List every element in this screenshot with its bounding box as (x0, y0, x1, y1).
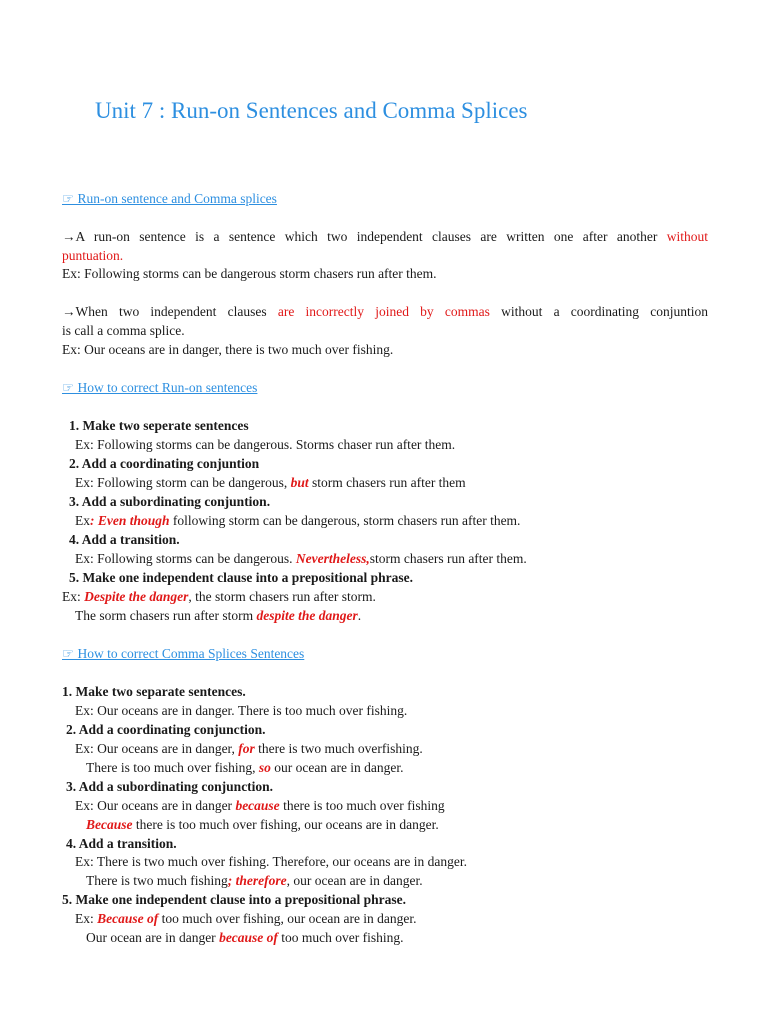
emphasis-text: are incorrectly joined by commas (277, 304, 490, 319)
example-text: There is two much fishing (86, 873, 228, 888)
example-text: storm chasers run after them. (369, 551, 527, 566)
example-text: too much over fishing. (277, 930, 404, 945)
definition-text: →When two independent clauses (62, 304, 278, 319)
method-example (86, 758, 404, 777)
definition-comma-splice-cont: is call a comma splice. (62, 323, 185, 338)
example-text: Ex: Following storms can be dangerous. (75, 551, 296, 566)
emphasis-text: because of (219, 930, 278, 945)
method-example (75, 796, 445, 815)
example-text: Ex: Our oceans are in danger, (75, 741, 239, 756)
example-text: Our ocean are in danger (86, 930, 220, 945)
example-text: Ex: Following storm can be dangerous, (75, 475, 291, 490)
emphasis-text: Nevertheless, (295, 551, 370, 566)
example-text: Ex: Our oceans are in danger (75, 798, 236, 813)
example-text: following storm can be dangerous, storm chasers run after them. (169, 513, 521, 528)
method-title: 3. Add a subordinating conjunction. (66, 779, 274, 794)
method-example (75, 511, 520, 530)
emphasis-text: despite the danger (256, 608, 358, 623)
example-text: The sorm chasers run after storm (75, 608, 257, 623)
method-example (75, 739, 423, 758)
emphasis-text: Despite the danger (84, 589, 189, 604)
method-example (86, 815, 439, 834)
method-title: 1. Make two seperate sentences (69, 418, 249, 433)
method-title: 5. Make one independent clause into a prepositional phrase. (69, 570, 414, 585)
method-title: 5. Make one independent clause into a prepositional phrase. (62, 892, 407, 907)
example-text: our ocean are in danger. (270, 760, 404, 775)
method-example: Ex: Following storms can be dangerous. Storms chaser run after them. (75, 437, 456, 452)
page-title: Unit 7 : Run-on Sentences and Comma Splices (95, 98, 528, 123)
method-title: 4. Add a transition. (69, 532, 180, 547)
example-text: storm chasers run after them (308, 475, 466, 490)
emphasis-text: without (666, 229, 708, 244)
section-heading-run-on-and-comma-splices[interactable]: ☞ Run-on sentence and Comma splices (62, 191, 277, 206)
emphasis-text: : Even though (90, 513, 170, 528)
example-text: Ex: (62, 589, 85, 604)
method-example (62, 587, 376, 606)
section-heading-correct-comma-splices[interactable]: ☞ How to correct Comma Splices Sentences (62, 646, 305, 661)
example-text: . (357, 608, 362, 623)
example-text: there is too much over fishing, our oceans are in danger. (132, 817, 439, 832)
definition-text: without a coordinating conjuntion (489, 304, 708, 319)
method-example (75, 473, 466, 492)
example-text: Ex (75, 513, 90, 528)
emphasis-text: Because of (97, 911, 159, 926)
definition-run-on (62, 227, 708, 246)
method-example (86, 928, 404, 947)
example-text: there is too much over fishing (279, 798, 445, 813)
method-example (75, 909, 417, 928)
example-text: , our ocean are in danger. (286, 873, 423, 888)
method-title: 4. Add a transition. (66, 836, 177, 851)
definition-comma-splice (62, 302, 708, 321)
definition-run-on-cont: puntuation. (62, 248, 124, 263)
emphasis-text: so (258, 760, 271, 775)
method-example (86, 871, 423, 890)
method-example (75, 606, 361, 625)
emphasis-text: because (235, 798, 280, 813)
method-title: 3. Add a subordinating conjuntion. (69, 494, 271, 509)
example-text: There is too much over fishing, (86, 760, 259, 775)
example-text: too much over fishing, our ocean are in danger. (158, 911, 417, 926)
definition-text: →A run-on sentence is a sentence which two independent clauses are written one after another (62, 229, 667, 244)
example-run-on: Ex: Following storms can be dangerous storm chasers run after them. (62, 266, 437, 281)
emphasis-text: Because (86, 817, 133, 832)
method-example: Ex: There is two much over fishing. Therefore, our oceans are in danger. (75, 854, 467, 869)
emphasis-text: ; therefore (227, 873, 287, 888)
method-title: 1. Make two separate sentences. (62, 684, 246, 699)
emphasis-text: for (238, 741, 255, 756)
method-example: Ex: Our oceans are in danger. There is too much over fishing. (75, 703, 408, 718)
example-text: there is two much overfishing. (254, 741, 423, 756)
example-comma-splice: Ex: Our oceans are in danger, there is two much over fishing. (62, 342, 394, 357)
example-text: Ex: (75, 911, 98, 926)
section-heading-correct-run-on[interactable]: ☞ How to correct Run-on sentences (62, 380, 258, 395)
emphasis-text: but (290, 475, 309, 490)
method-title: 2. Add a coordinating conjuntion (69, 456, 260, 471)
method-title: 2. Add a coordinating conjunction. (66, 722, 266, 737)
method-example (75, 549, 527, 568)
example-text: , the storm chasers run after storm. (188, 589, 376, 604)
